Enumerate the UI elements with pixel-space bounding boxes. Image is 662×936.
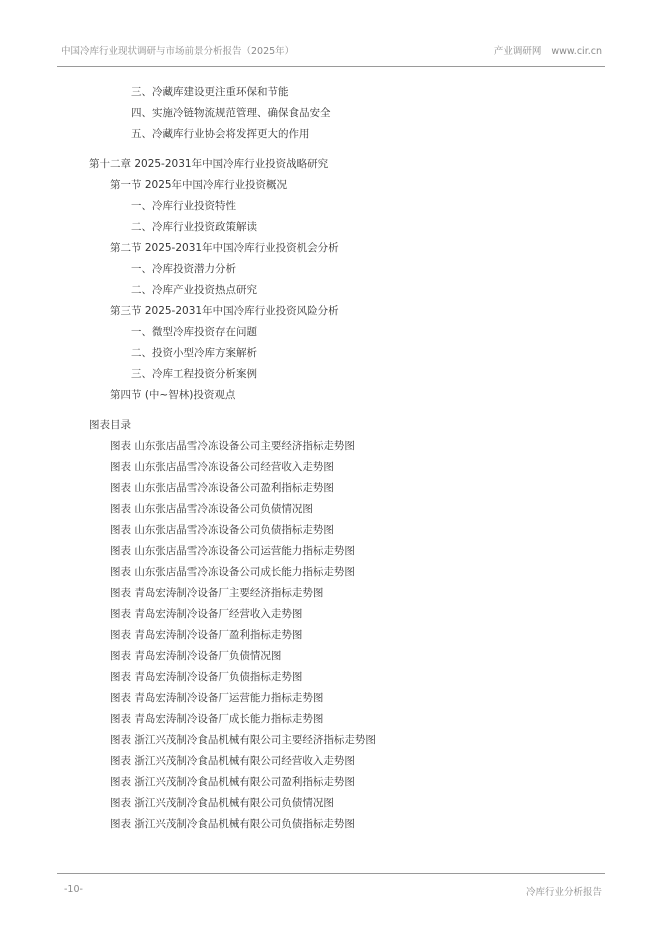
figure-item: 图表 浙江兴茂制冷食品机械有限公司负债指标走势图 [110,818,355,830]
figures-heading: 图表目录 [89,419,131,431]
figure-item: 图表 浙江兴茂制冷食品机械有限公司经营收入走势图 [110,755,355,767]
section-heading: 第一节 2025年中国冷库行业投资概况 [110,179,288,191]
header-brand[interactable] [494,43,602,57]
toc-item: 二、冷库产业投资热点研究 [131,284,257,296]
figure-item: 图表 山东张店晶雪冷冻设备公司成长能力指标走势图 [110,566,355,578]
table-of-contents [0,82,662,835]
figure-item: 图表 青岛宏涛制冷设备厂主要经济指标走势图 [110,587,324,599]
footer-divider [57,873,605,874]
toc-item: 二、投资小型冷库方案解析 [131,347,257,359]
figure-item: 图表 山东张店晶雪冷冻设备公司盈利指标走势图 [110,482,334,494]
chapter-heading: 第十二章 2025-2031年中国冷库行业投资战略研究 [89,158,329,170]
toc-item: 一、冷库投资潜力分析 [131,263,236,275]
figure-item: 图表 浙江兴茂制冷食品机械有限公司主要经济指标走势图 [110,734,376,746]
figure-item: 图表 青岛宏涛制冷设备厂负债指标走势图 [110,671,303,683]
toc-item: 一、冷库行业投资特性 [131,200,236,212]
figure-item: 图表 山东张店晶雪冷冻设备公司经营收入走势图 [110,461,334,473]
figure-item: 图表 山东张店晶雪冷冻设备公司主要经济指标走势图 [110,440,355,452]
header-divider [57,66,605,67]
figure-item: 图表 浙江兴茂制冷食品机械有限公司负债情况图 [110,797,334,809]
brand-name: 产业调研网 [493,46,542,57]
footer-title: 冷库行业分析报告 [525,887,602,898]
figure-item: 图表 青岛宏涛制冷设备厂运营能力指标走势图 [110,692,324,704]
figure-item: 图表 青岛宏涛制冷设备厂经营收入走势图 [110,608,303,620]
toc-item: 三、冷藏库建设更注重环保和节能 [131,86,289,98]
toc-item: 三、冷库工程投资分析案例 [131,368,257,380]
figure-item: 图表 山东张店晶雪冷冻设备公司负债情况图 [110,503,313,515]
report-title: 中国冷库行业现状调研与市场前景分析报告（2025年） [61,46,295,57]
section-heading: 第二节 2025-2031年中国冷库行业投资机会分析 [110,242,339,254]
figure-item: 图表 山东张店晶雪冷冻设备公司负债指标走势图 [110,524,334,536]
figure-item: 图表 青岛宏涛制冷设备厂盈利指标走势图 [110,629,303,641]
page-number: -10- [64,884,83,895]
section-heading: 第三节 2025-2031年中国冷库行业投资风险分析 [110,305,339,317]
toc-item: 五、冷藏库行业协会将发挥更大的作用 [131,128,310,140]
site-url[interactable]: www.cir.cn [551,46,602,57]
toc-item: 四、实施冷链物流规范管理、确保食品安全 [131,107,331,119]
toc-item: 一、微型冷库投资存在问题 [131,326,257,338]
figure-item: 图表 浙江兴茂制冷食品机械有限公司盈利指标走势图 [110,776,355,788]
figure-item: 图表 山东张店晶雪冷冻设备公司运营能力指标走势图 [110,545,355,557]
figure-item: 图表 青岛宏涛制冷设备厂成长能力指标走势图 [110,713,324,725]
figure-item: 图表 青岛宏涛制冷设备厂负债情况图 [110,650,282,662]
toc-item: 二、冷库行业投资政策解读 [131,221,257,233]
section-heading: 第四节 (中~智林)投资观点 [110,389,236,401]
